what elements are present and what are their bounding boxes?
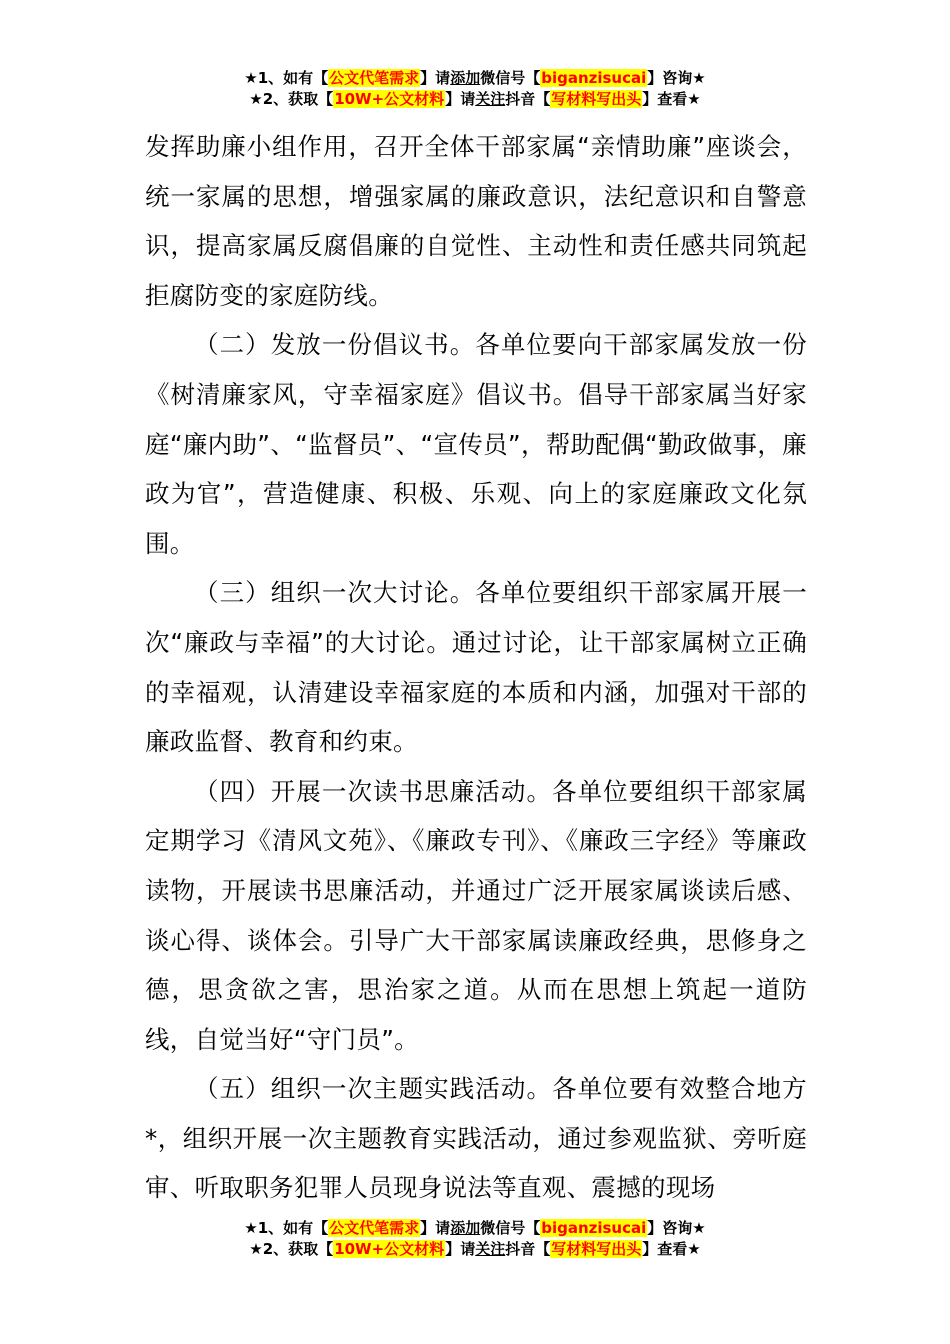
banner-text: 】查看★: [642, 90, 701, 108]
header-banner-line-2: [0, 89, 950, 110]
banner-text: ★1、如有【: [244, 1219, 329, 1237]
banner-underlined-text: 关注: [475, 1240, 506, 1258]
banner-text: 】请: [445, 90, 476, 108]
banner-text: 微信号【: [480, 69, 541, 87]
banner-highlight: 公文代笔需求: [329, 69, 420, 87]
document-body: [145, 122, 807, 1213]
banner-text: 微信号【: [480, 1219, 541, 1237]
banner-highlight: 公文代笔需求: [329, 1219, 420, 1237]
footer-banner: [0, 1218, 950, 1260]
paragraph-item-3: （三）组织一次大讨论。各单位要组织干部家属开展一次“廉政与幸福”的大讨论。通过讨论，让干部家属树立正确的幸福观，认清建设幸福家庭的本质和内涵，加强对干部的廉政监督、教育和约束。: [145, 578, 807, 757]
banner-highlight: 10W+公文材料: [334, 1240, 445, 1258]
banner-underlined-text: 关注: [475, 90, 506, 108]
paragraph-item-5: （五）组织一次主题实践活动。各单位要有效整合地方*，组织开展一次主题教育实践活动，通过参观监狱、旁听庭审、听取职务犯罪人员现身说法等直观、震撼的现场: [145, 1074, 807, 1203]
banner-text: ★2、获取【: [249, 1240, 334, 1258]
banner-text: 】咨询★: [647, 69, 706, 87]
paragraph-item-2: （二）发放一份倡议书。各单位要向干部家属发放一份《树清廉家风，守幸福家庭》倡议书。倡导干部家属当好家庭“廉内助”、“监督员”、“宣传员”，帮助配偶“勤政做事，廉政为官”，营造健康、积极、乐观、向上的家庭廉政文化氛围。: [145, 330, 807, 558]
header-banner-line-1: [0, 68, 950, 89]
banner-wechat-id: biganzisucai: [541, 1219, 647, 1237]
banner-text: 】请: [420, 69, 451, 87]
footer-banner-line-1: [0, 1218, 950, 1239]
banner-text: 抖音【: [505, 90, 551, 108]
banner-douyin-account: 写材料写出头: [551, 90, 642, 108]
banner-wechat-id: biganzisucai: [541, 69, 647, 87]
banner-text: ★1、如有【: [244, 69, 329, 87]
banner-douyin-account: 写材料写出头: [551, 1240, 642, 1258]
footer-banner-line-2: [0, 1239, 950, 1260]
banner-underlined-text: 添加: [450, 1219, 481, 1237]
banner-text: 】请: [420, 1219, 451, 1237]
banner-text: 】查看★: [642, 1240, 701, 1258]
banner-text: 】咨询★: [647, 1219, 706, 1237]
header-banner: [0, 68, 950, 110]
paragraph-continuation: 发挥助廉小组作用，召开全体干部家属“亲情助廉”座谈会，统一家属的思想，增强家属的廉政意识，法纪意识和自警意识，提高家属反腐倡廉的自觉性、主动性和责任感共同筑起拒腐防变的家庭防线。: [145, 132, 807, 310]
banner-underlined-text: 添加: [450, 69, 481, 87]
banner-text: ★2、获取【: [249, 90, 334, 108]
banner-text: 抖音【: [505, 1240, 551, 1258]
banner-text: 】请: [445, 1240, 476, 1258]
banner-highlight: 10W+公文材料: [334, 90, 445, 108]
paragraph-item-4: （四）开展一次读书思廉活动。各单位要组织干部家属定期学习《清风文苑》、《廉政专刊》、《廉政三字经》等廉政读物，开展读书思廉活动，并通过广泛开展家属谈读后感、谈心得、谈体会。引导广大干部家属读廉政经典，思修身之德，思贪欲之害，思治家之道。从而在思想上筑起一道防线，自觉当好“守门员”。: [145, 776, 807, 1054]
